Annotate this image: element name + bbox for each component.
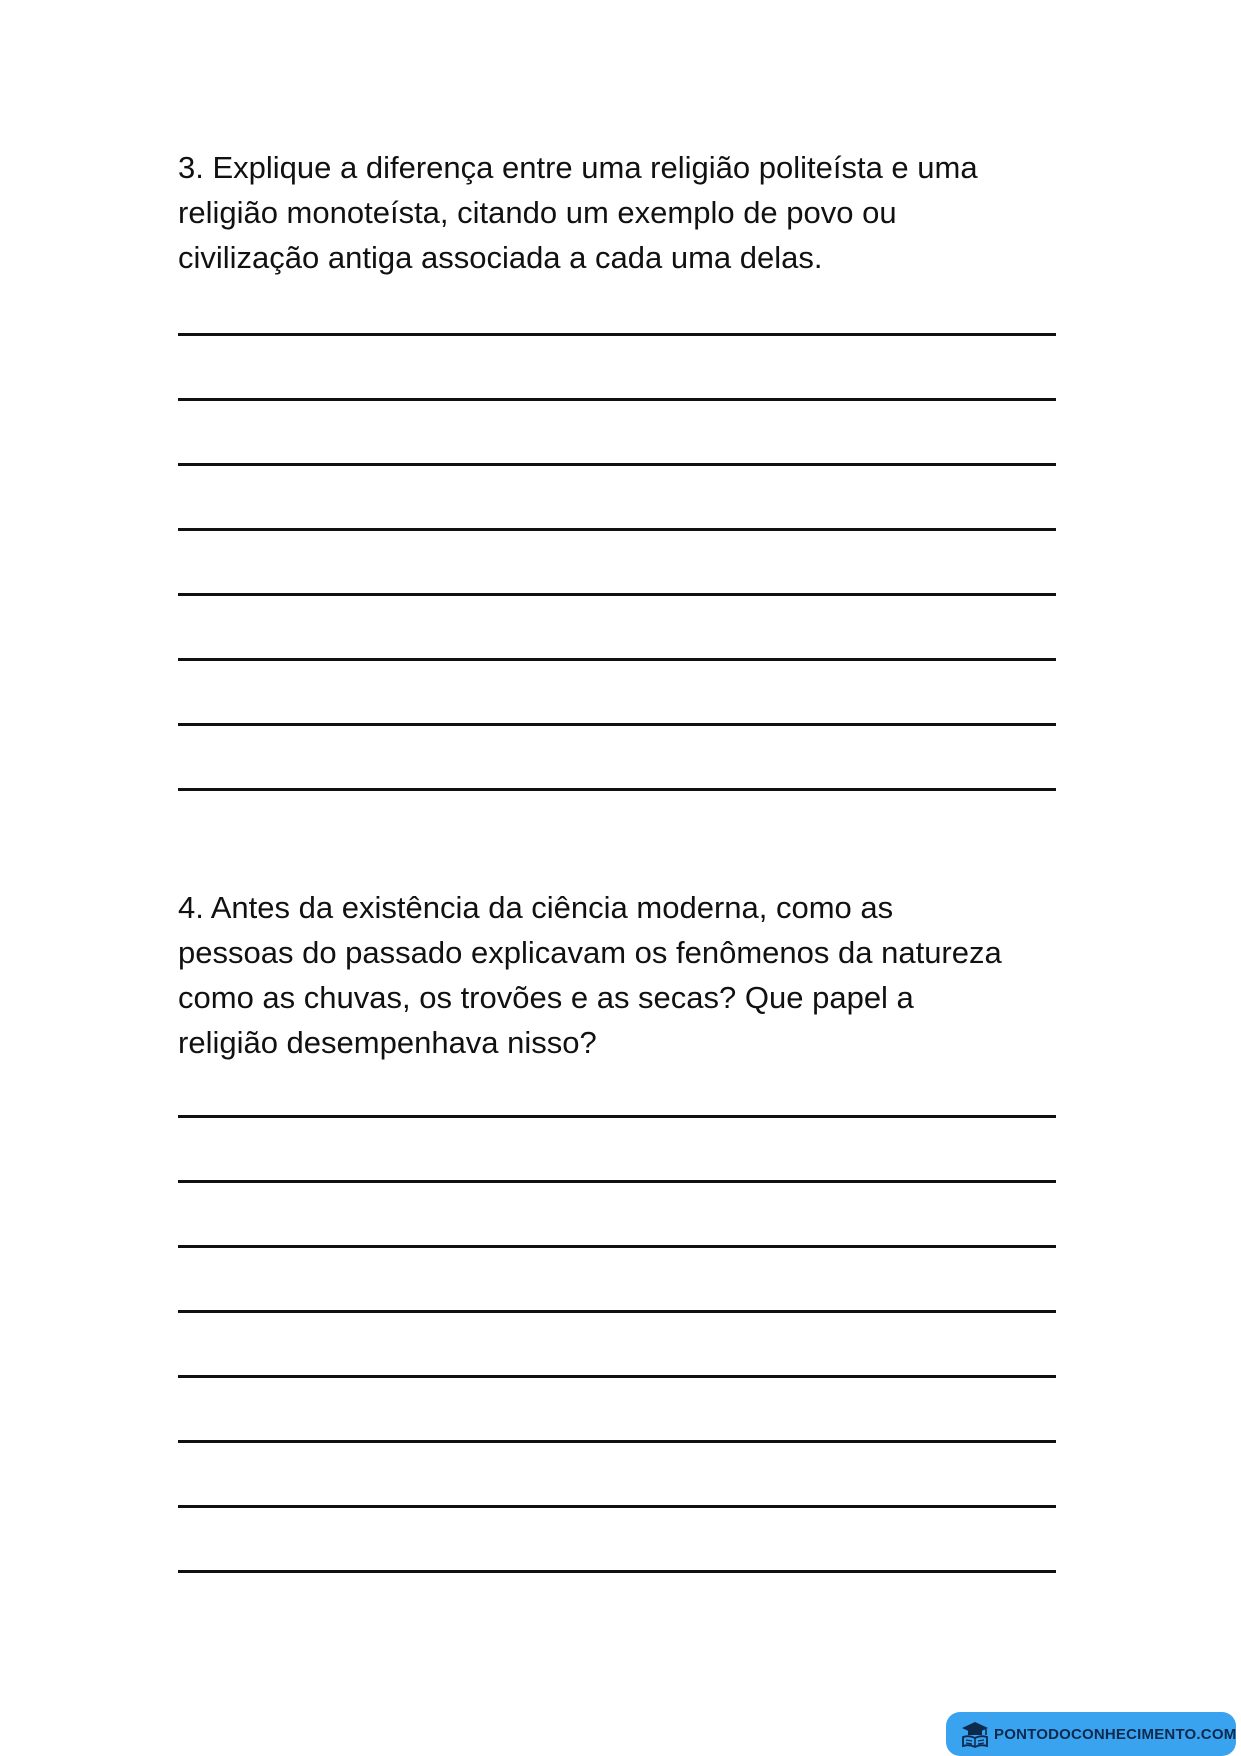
answer-line[interactable]: [178, 1245, 1056, 1248]
answer-line[interactable]: [178, 788, 1056, 791]
answer-line[interactable]: [178, 658, 1056, 661]
brand-badge[interactable]: [946, 1712, 1236, 1756]
graduation-book-icon: [960, 1720, 990, 1748]
question-4-line: religião desempenhava nisso?: [178, 1025, 597, 1060]
answer-line[interactable]: [178, 1570, 1056, 1573]
answer-line[interactable]: [178, 463, 1056, 466]
answer-line[interactable]: [178, 1115, 1056, 1118]
question-3-line: religião monoteísta, citando um exemplo de povo ou: [178, 195, 897, 230]
answer-line[interactable]: [178, 723, 1056, 726]
answer-line[interactable]: [178, 1440, 1056, 1443]
question-4-text: [178, 885, 1078, 1065]
answer-line[interactable]: [178, 1505, 1056, 1508]
answer-line[interactable]: [178, 593, 1056, 596]
question-3-text: [178, 145, 1078, 280]
answer-line[interactable]: [178, 333, 1056, 336]
answer-line[interactable]: [178, 398, 1056, 401]
answer-line[interactable]: [178, 1180, 1056, 1183]
question-4-line: como as chuvas, os trovões e as secas? Que papel a: [178, 980, 914, 1015]
answer-line[interactable]: [178, 528, 1056, 531]
question-4-line: pessoas do passado explicavam os fenômenos da natureza: [178, 935, 1002, 970]
question-4-line: 4. Antes da existência da ciência moderna, como as: [178, 890, 894, 925]
answer-line[interactable]: [178, 1310, 1056, 1313]
answer-line[interactable]: [178, 1375, 1056, 1378]
question-3-line: 3. Explique a diferença entre uma religião politeísta e uma: [178, 150, 978, 185]
brand-text: PONTODOCONHECIMENTO.COM: [994, 1725, 1237, 1743]
question-3-line: civilização antiga associada a cada uma delas.: [178, 240, 823, 275]
